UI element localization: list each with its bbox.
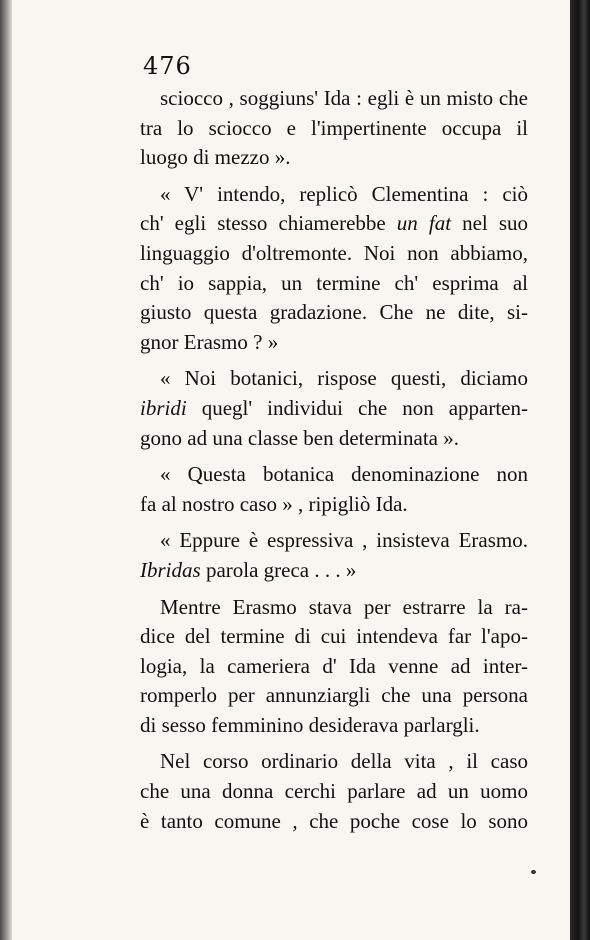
text-segment: è tanto comune , che poche cose lo sono: [140, 808, 528, 833]
page-number: 476: [143, 52, 192, 80]
text-segment: « V' intendo, replicò Clementina : ciò: [160, 181, 528, 206]
paragraph: [140, 84, 528, 173]
page-edge-shadow: [570, 0, 590, 940]
text-segment: dice del termine di cui intendeva far l'apo-: [140, 624, 528, 649]
text-segment: logia, la cameriera d' Ida venne ad inter-: [140, 653, 528, 678]
italic-word: un fat: [396, 211, 452, 236]
text-line: [140, 84, 528, 114]
text-line: [140, 747, 528, 777]
text-segment: giusto questa gradazione. Che ne dite, si-: [140, 300, 528, 325]
paragraph-gap: [140, 740, 528, 747]
text-segment: « Questa botanica denominazione non: [160, 462, 528, 487]
text-segment: ch' egli stesso chiamerebbe: [140, 211, 397, 236]
text-segment: gono ad una classe ben determinata ».: [140, 425, 459, 450]
paragraph-gap: [140, 586, 528, 593]
text-line: [140, 364, 528, 394]
text-segment: « Eppure è espressiva , insisteva Erasmo.: [160, 528, 528, 553]
italic-word: Ibridas: [140, 557, 201, 582]
text-line: [140, 460, 528, 490]
text-line: [140, 777, 528, 807]
paragraph: [140, 460, 528, 519]
paragraph: [140, 593, 528, 741]
text-line: [140, 114, 528, 144]
text-segment: sciocco , soggiuns' Ida : egli è un misto che: [160, 86, 528, 110]
text-segment: di sesso femminino desiderava parlargli.: [140, 712, 480, 737]
text-segment: romperlo per annunziargli che una persona: [140, 683, 528, 708]
text-line: [140, 652, 528, 682]
paragraph: [140, 364, 528, 453]
ink-speck: [531, 870, 536, 874]
text-line: [140, 681, 528, 711]
text-line: [140, 593, 528, 623]
paragraph-gap: [140, 453, 528, 460]
book-spine-shadow: [0, 0, 12, 940]
text-segment: « Noi botanici, rispose questi, diciamo: [160, 366, 528, 391]
text-line: [140, 209, 528, 239]
text-segment: tra lo sciocco e l'impertinente occupa il: [140, 115, 528, 140]
paragraph-gap: [140, 519, 528, 526]
text-segment: quegl' individui che non apparten-: [186, 395, 528, 420]
text-line: [140, 807, 528, 837]
text-segment: luogo di mezzo ».: [140, 145, 291, 170]
text-line: [140, 269, 528, 299]
paragraph-gap: [140, 357, 528, 364]
text-segment: linguaggio d'oltremonte. Noi non abbiamo,: [140, 240, 528, 265]
text-line: [140, 424, 528, 454]
paragraph: [140, 180, 528, 358]
text-line: [140, 556, 528, 586]
text-line: [140, 490, 528, 520]
text-segment: fa al nostro caso » , ripigliò Ida.: [140, 491, 408, 516]
paragraph: [140, 526, 528, 585]
text-line: [140, 298, 528, 328]
text-line: [140, 239, 528, 269]
text-line: [140, 180, 528, 210]
text-segment: nel suo: [451, 211, 528, 236]
text-segment: parola greca . . . »: [200, 557, 357, 582]
text-line: [140, 328, 528, 358]
italic-word: ibridi: [140, 395, 187, 420]
text-line: [140, 622, 528, 652]
paragraph: [140, 747, 528, 836]
text-segment: Nel corso ordinario della vita , il caso: [160, 749, 528, 774]
text-line: [140, 526, 528, 556]
text-line: [140, 394, 528, 424]
text-segment: Mentre Erasmo stava per estrarre la ra-: [160, 594, 528, 619]
body-text: [140, 84, 528, 836]
text-line: [140, 143, 528, 173]
text-segment: ch' io sappia, un termine ch' esprima al: [140, 270, 528, 295]
text-line: [140, 711, 528, 741]
text-segment: che una donna cerchi parlare ad un uomo: [140, 779, 528, 804]
text-segment: gnor Erasmo ? »: [140, 329, 279, 354]
paragraph-gap: [140, 173, 528, 180]
